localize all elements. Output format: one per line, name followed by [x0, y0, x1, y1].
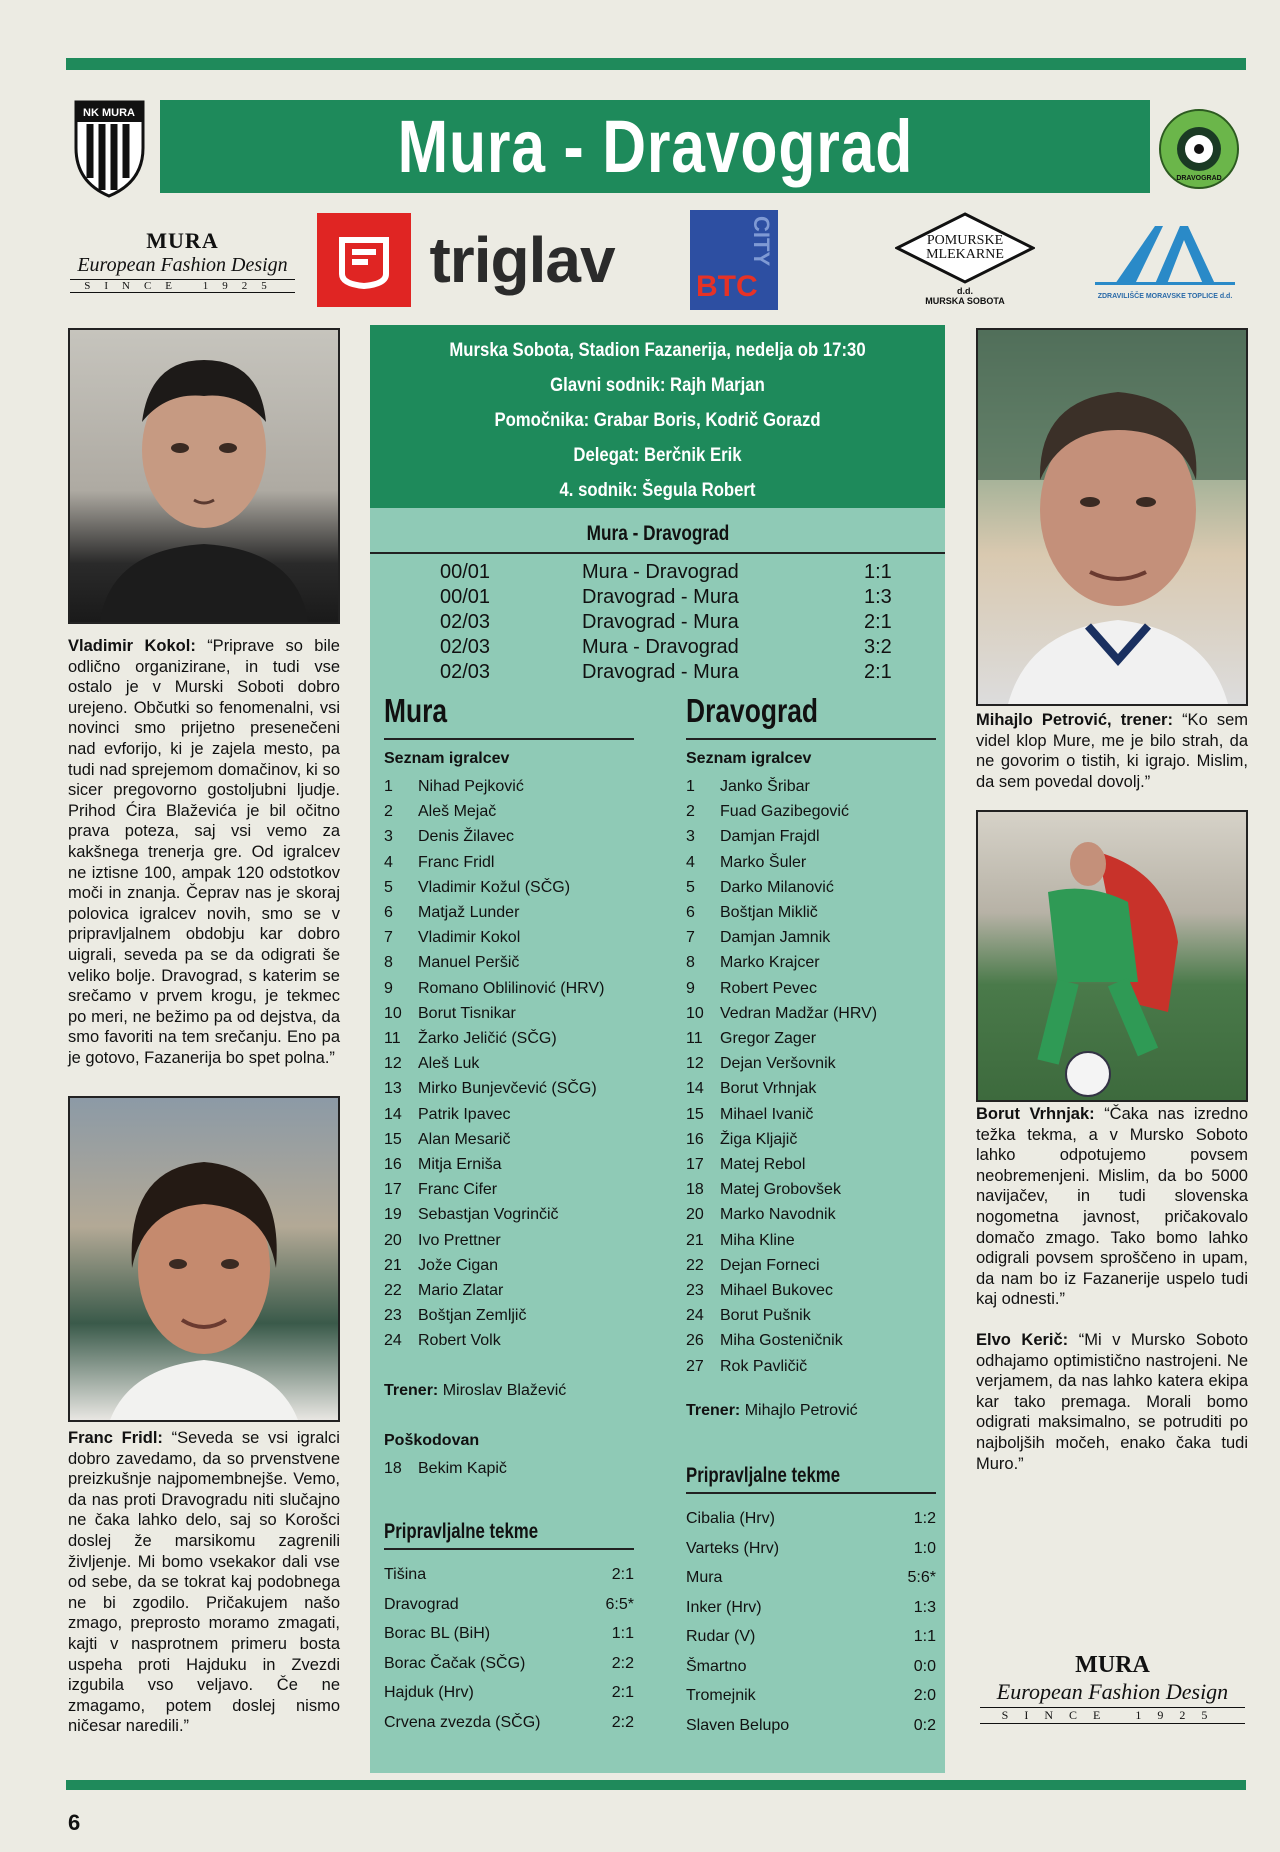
player-row [384, 900, 634, 925]
h2h-score: 1:3 [864, 586, 892, 608]
player-number: 16 [686, 1130, 704, 1148]
prep-score: 1:0 [913, 1539, 936, 1557]
h2h-match: Mura - Dravograd [582, 636, 739, 658]
match-venue: Murska Sobota, Stadion Fazanerija, nedelja ob 17:30 [449, 340, 866, 361]
player-name: Vladimir Kokol [418, 929, 521, 947]
player-row [384, 1228, 634, 1253]
prep-team: Cibalia (Hrv) [686, 1510, 775, 1527]
player-row [384, 950, 634, 975]
prep-team: Inker (Hrv) [686, 1598, 762, 1616]
player-name: Mirko Bunjevčević (SČG) [418, 1080, 597, 1098]
player-name: Rok Pavličič [720, 1357, 808, 1375]
player-row [686, 950, 936, 975]
player-number: 21 [686, 1231, 704, 1249]
player-row [686, 1354, 936, 1379]
player-row [686, 1228, 936, 1253]
prep-score: 2:0 [913, 1687, 936, 1704]
player-number: 17 [384, 1181, 402, 1199]
h2h-rule [370, 552, 945, 554]
prep-score: 2:1 [611, 1566, 634, 1583]
player-row [384, 1102, 634, 1127]
mura-bottom-logo: MURA European Fashion Design SINCE 1925 [980, 1652, 1245, 1736]
player-name: Janko Šribar [720, 778, 810, 795]
h2h-row [370, 560, 945, 585]
player-name: Franc Fridl [418, 853, 495, 871]
player-row [686, 925, 936, 950]
player-name: Dejan Veršovnik [720, 1055, 836, 1073]
keric-quote: Elvo Kerič: “Mi v Mursko Soboto odhajamo optimistično nastrojeni. Ne verjamem, da nas lahko katera ekipa kar tako premaga. Morali bomo odigrati maksimalno, se potruditi po najboljših močeh, enako čaka tudi Muro.” [976, 1331, 1249, 1473]
player-number: 26 [686, 1332, 704, 1350]
dravograd-player-list [686, 774, 936, 1379]
h2h-row [370, 635, 945, 660]
h2h-row [370, 610, 945, 635]
player-number: 11 [384, 1030, 401, 1047]
player-name: Borut Pušnik [720, 1307, 811, 1325]
player-row [384, 1303, 634, 1328]
player-number: 27 [686, 1357, 704, 1375]
player-row [384, 774, 634, 799]
player-name: Mitja Erniša [418, 1156, 502, 1173]
h2h-score: 2:1 [864, 611, 892, 633]
player-row [384, 1076, 634, 1101]
mura-prep-rule [384, 1548, 634, 1550]
pomurske-mlekarne-logo: POMURSKE MLEKARNE d.d. MURSKA SOBOTA [895, 212, 1035, 312]
player-row [686, 900, 936, 925]
player-name: Matjaž Lunder [418, 904, 520, 921]
triglav-sponsor-logo: triglav [316, 212, 616, 308]
player-name: Robert Volk [418, 1332, 501, 1350]
player-row [686, 1127, 936, 1152]
mura-injured-title: Poškodovan [384, 1432, 480, 1449]
prep-score: 0:0 [913, 1657, 936, 1675]
player-number: 4 [384, 853, 393, 871]
prep-match-row [384, 1560, 634, 1589]
player-name: Marko Navodnik [720, 1206, 836, 1224]
h2h-table [370, 560, 945, 690]
player-number: 11 [686, 1030, 703, 1047]
player-row [384, 1001, 634, 1026]
player-row [686, 1001, 936, 1026]
mura-list-title: Seznam igralcev [384, 750, 510, 767]
player-row [384, 1152, 634, 1177]
player-name: Damjan Jamnik [720, 929, 831, 947]
prep-team: Tišina [384, 1566, 427, 1583]
player-row [384, 1253, 634, 1278]
player-number: 3 [384, 828, 393, 846]
borut-vrhnjak-photo [976, 810, 1248, 1102]
player-name: Ivo Prettner [418, 1231, 501, 1249]
prep-team: Rudar (V) [686, 1628, 756, 1645]
player-row [686, 1026, 936, 1051]
player-row [384, 925, 634, 950]
prep-team: Tromejnik [686, 1687, 756, 1704]
player-number: 8 [384, 954, 393, 972]
match-referee: Glavni sodnik: Rajh Marjan [550, 375, 765, 396]
prep-score: 1:3 [913, 1598, 936, 1616]
player-name: Sebastjan Vogrinčič [418, 1206, 559, 1224]
h2h-season: 00/01 [440, 561, 491, 583]
player-name: Miha Kline [720, 1231, 795, 1249]
player-name: Gregor Zager [720, 1030, 817, 1047]
player-number: 17 [686, 1156, 704, 1173]
prep-score: 0:2 [913, 1716, 936, 1734]
player-name: Žiga Kljajič [720, 1130, 798, 1148]
player-row [686, 1177, 936, 1202]
player-number: 20 [384, 1231, 402, 1249]
triglav-mark-icon [317, 213, 411, 307]
prep-match-row [686, 1504, 936, 1533]
player-row [686, 1303, 936, 1328]
player-number: 7 [686, 929, 695, 947]
player-number: 4 [686, 853, 695, 871]
player-name: Franc Cifer [418, 1181, 498, 1199]
prep-match-row [384, 1590, 634, 1619]
player-row [384, 1051, 634, 1076]
player-number: 1 [686, 778, 695, 795]
prep-score: 1:1 [611, 1625, 634, 1642]
title-bar [160, 100, 1150, 193]
player-number: 12 [686, 1055, 704, 1073]
h2h-season: 02/03 [440, 611, 491, 633]
h2h-season: 02/03 [440, 636, 491, 658]
h2h-score: 2:1 [864, 661, 892, 683]
dravograd-prep-title: Pripravljalne tekme [686, 1464, 841, 1487]
dravograd-rule [686, 738, 936, 740]
prep-match-row [686, 1681, 936, 1710]
player-number: 7 [384, 929, 393, 947]
player-name: Dejan Forneci [720, 1256, 820, 1274]
svg-text:NK MURA: NK MURA [83, 107, 135, 119]
prep-match-row [686, 1593, 936, 1622]
player-name: Mario Zlatar [418, 1282, 504, 1299]
kokol-quote: Vladimir Kokol: “Priprave so bile odlično organizirane, in tudi vse ostalo je v Murski Soboti dobro urejeno. Občutki so fenomenalni, vsi novinci smo prijetno presenečeni nad evforijo, ki je zajela mesto, pa tudi nad sprejemom domačinov, ki so sicer pregovorno gostoljubni ljudje. Prihod Ćira Blaževića je bil očitno prava poteza, saj vsi vemo za kakšnega trenerja gre. Od igralcev ne iztisne 100, ampak 120 odstotkov moči in znanja. Čeprav nas je skoraj polovica igralcev novih, smo se v pripravljalnem obdobju kar dobro uigrali, seveda pa se da odigrati še veliko bolje. Dravograd, s katerim se srečamo v prvem krogu, je tekmec po meri, ne bežimo pa od dejstva, da smo favoriti na tem srečanju. Eno pa je gotovo, Fazanerija bo spet polna.” [68, 637, 340, 1067]
player-number: 22 [384, 1282, 402, 1299]
player-row [686, 875, 936, 900]
top-rule [66, 58, 1246, 70]
bottom-rule [66, 1780, 1246, 1790]
prep-team: Šmartno [686, 1657, 747, 1675]
prep-team: Dravograd [384, 1595, 459, 1613]
prep-team: Slaven Belupo [686, 1716, 790, 1734]
player-number: 5 [686, 878, 695, 896]
player-number: 9 [686, 979, 695, 997]
player-number: 15 [384, 1130, 402, 1148]
h2h-score: 1:1 [864, 561, 892, 583]
player-row [686, 799, 936, 824]
player-number: 19 [384, 1206, 402, 1224]
player-row [384, 1127, 634, 1152]
player-name: Romano Oblilinović (HRV) [418, 979, 605, 997]
prep-match-row [686, 1652, 936, 1681]
player-number: 6 [384, 904, 393, 921]
player-number: 20 [686, 1206, 704, 1224]
player-row [384, 850, 634, 875]
prep-score: 5:6* [907, 1569, 936, 1586]
mura-crest-logo [72, 98, 147, 198]
player-number: 8 [686, 954, 695, 972]
mura-prep-table [384, 1560, 634, 1740]
player-name: Jože Cigan [418, 1256, 499, 1274]
player-row [384, 1328, 634, 1353]
player-row [686, 1278, 936, 1303]
mura-player-list [384, 774, 634, 1354]
player-row [686, 976, 936, 1001]
prep-match-row [384, 1649, 634, 1678]
player-name: Borut Tisnikar [418, 1004, 516, 1022]
prep-match-row [686, 1622, 936, 1651]
h2h-row [370, 585, 945, 610]
prep-match-row [384, 1678, 634, 1707]
franc-fridl-photo [68, 1096, 340, 1422]
player-row [686, 1152, 936, 1177]
player-row [686, 1076, 936, 1101]
player-number: 24 [384, 1332, 402, 1350]
match-delegate: Delegat: Berčnik Erik [573, 445, 742, 466]
player-number: 16 [384, 1156, 402, 1173]
mura-sponsor-logo: MURA European Fashion Design SINCE 1925 [70, 228, 295, 300]
fridl-quote: Franc Fridl: “Seveda se vsi igralci dobro zavedamo, da so prvenstvene preizkušnje najpomembnejše. Vemo, da nas proti Dravogradu niti slučajno ne čaka lahko delo, saj so Korošci doslej že marsikomu zagrenili življenje. Mi bomo vsekakor dali vse od sebe, da se tokrat kaj podobnega ne bi zgodilo. Pričakujem našo zmago, preprosto moramo zmagati, kajti v nasprotnem primeru bosta uspeha proti Hajduku in Zvezdi izgubila vso veljavo. Če ne zmagamo, potem doslej nismo ničesar naredili.” [68, 1429, 340, 1736]
player-name: Matej Grobovšek [720, 1181, 841, 1199]
player-name: Fuad Gazibegović [720, 803, 849, 821]
h2h-season: 00/01 [440, 586, 491, 608]
player-number: 21 [384, 1256, 402, 1274]
prep-score: 2:1 [611, 1684, 634, 1701]
h2h-match: Dravograd - Mura [582, 611, 739, 633]
player-row [686, 774, 936, 799]
page-title: Mura - Dravograd [397, 105, 913, 188]
player-name: Marko Krajcer [720, 954, 820, 972]
player-number: 3 [686, 828, 695, 846]
player-row [686, 1328, 936, 1353]
player-row [384, 976, 634, 1001]
player-number: 24 [686, 1307, 704, 1325]
mura-coach: Trener: Miroslav Blažević [384, 1382, 567, 1399]
player-name: Aleš Mejač [418, 803, 497, 821]
player-number: 13 [384, 1080, 402, 1098]
prep-team: Mura [686, 1569, 723, 1586]
h2h-row [370, 660, 945, 685]
player-number: 5 [384, 878, 393, 896]
player-row [384, 1278, 634, 1303]
petrovic-quote: Mihajlo Petrović, trener: “Ko sem videl klop Mure, me je bilo strah, da ne govorim o tistih, ki igrajo. Mislim, da sem povedal dovolj.” [976, 711, 1248, 791]
prep-team: Borac BL (BiH) [384, 1625, 491, 1642]
player-row [384, 799, 634, 824]
player-number: 10 [686, 1004, 704, 1022]
player-name: Damjan Frajdl [720, 828, 820, 846]
player-number: 12 [384, 1055, 402, 1073]
player-number: 1 [384, 778, 393, 795]
player-name: Darko Milanović [720, 878, 834, 896]
player-number: 9 [384, 979, 393, 997]
dravograd-coach: Trener: Mihajlo Petrović [686, 1402, 858, 1419]
player-name: Aleš Luk [418, 1055, 480, 1073]
vrhnjak-quote: Borut Vrhnjak: “Čaka nas izredno težka tekma, a v Mursko Soboto lahko odpotujemo povsem neobremenjeni. Mislim, da bo 5000 navijačev, in tudi slovenska nogometna javnost, pričakovalo domačo zmago. Tako bomo lahko odigrali povsem sproščeno in upam, da nam bo iz Fazanerije uspelo tudi kaj odnesti.” [976, 1105, 1248, 1309]
match-info-box [370, 325, 945, 508]
player-row [686, 1202, 936, 1227]
player-row [384, 1026, 634, 1051]
player-number: 14 [384, 1105, 402, 1123]
player-name: Mihael Ivanič [720, 1105, 814, 1123]
dravograd-list-title: Seznam igralcev [686, 750, 812, 767]
prep-team: Crvena zvezda (SČG) [384, 1713, 541, 1731]
prep-match-row [384, 1708, 634, 1737]
player-row [384, 875, 634, 900]
mura-injured-row: 18 Bekim Kapič [384, 1460, 507, 1477]
player-row [384, 1177, 634, 1202]
h2h-season: 02/03 [440, 661, 491, 683]
player-number: 2 [384, 803, 393, 821]
dravograd-heading: Dravograd [686, 692, 819, 729]
player-number: 23 [384, 1307, 402, 1325]
match-fourth-official: 4. sodnik: Šegula Robert [559, 480, 756, 501]
player-name: Marko Šuler [720, 853, 807, 871]
vladimir-kokol-photo [68, 328, 340, 624]
player-row [686, 824, 936, 849]
player-name: Matej Rebol [720, 1156, 806, 1173]
player-number: 23 [686, 1282, 704, 1299]
mura-prep-title: Pripravljalne tekme [384, 1520, 539, 1543]
dravograd-prep-rule [686, 1492, 936, 1494]
player-name: Alan Mesarič [418, 1130, 511, 1148]
player-number: 15 [686, 1105, 704, 1123]
player-row [686, 850, 936, 875]
player-row [686, 1102, 936, 1127]
player-name: Boštjan Zemljič [418, 1307, 527, 1325]
player-row [384, 1202, 634, 1227]
player-name: Boštjan Miklič [720, 904, 818, 921]
player-name: Borut Vrhnjak [720, 1080, 817, 1098]
player-name: Patrik Ipavec [418, 1105, 511, 1123]
player-name: Manuel Peršič [418, 954, 520, 972]
player-row [686, 1051, 936, 1076]
player-number: 2 [686, 803, 695, 821]
player-name: Žarko Jeličić (SČG) [418, 1030, 557, 1047]
prep-team: Hajduk (Hrv) [384, 1684, 474, 1701]
player-name: Miha Gosteničnik [720, 1332, 843, 1350]
h2h-title: Mura - Dravograd [586, 522, 729, 545]
dravograd-badge-logo [1158, 108, 1240, 190]
svg-text:DRAVOGRAD: DRAVOGRAD [1176, 175, 1222, 182]
match-assistants: Pomočnika: Grabar Boris, Kodrič Gorazd [494, 410, 821, 431]
prep-score: 1:1 [913, 1628, 936, 1645]
prep-team: Varteks (Hrv) [686, 1539, 780, 1557]
prep-match-row [384, 1619, 634, 1648]
mura-heading: Mura [384, 692, 448, 729]
h2h-match: Dravograd - Mura [582, 661, 739, 683]
h2h-score: 3:2 [864, 636, 892, 658]
player-row [686, 1253, 936, 1278]
player-name: Robert Pevec [720, 979, 817, 997]
mihajlo-petrovic-photo [976, 328, 1248, 706]
prep-score: 6:5* [605, 1595, 634, 1613]
prep-match-row [686, 1534, 936, 1563]
prep-match-row [686, 1563, 936, 1592]
player-number: 22 [686, 1256, 704, 1274]
dravograd-prep-table [686, 1504, 936, 1744]
prep-team: Borac Čačak (SČG) [384, 1654, 526, 1672]
zdravilisce-sponsor-logo: ZDRAVILIŠČE MORAVSKE TOPLICE d.d. [1085, 218, 1245, 308]
player-number: 18 [686, 1181, 704, 1199]
player-row [384, 824, 634, 849]
player-name: Nihad Pejković [418, 778, 524, 795]
mura-rule [384, 738, 634, 740]
player-number: 14 [686, 1080, 704, 1098]
btc-sponsor-logo: CITY BTC [690, 210, 778, 310]
player-name: Vedran Madžar (HRV) [720, 1004, 878, 1022]
player-number: 10 [384, 1004, 402, 1022]
prep-score: 2:2 [611, 1654, 634, 1672]
prep-match-row [686, 1711, 936, 1740]
player-name: Mihael Bukovec [720, 1282, 833, 1299]
player-number: 6 [686, 904, 695, 921]
player-name: Denis Žilavec [418, 828, 515, 846]
h2h-match: Dravograd - Mura [582, 586, 739, 608]
player-name: Vladimir Kožul (SČG) [418, 878, 571, 896]
h2h-match: Mura - Dravograd [582, 561, 739, 583]
page-number: 6 [68, 1810, 81, 1835]
prep-score: 1:2 [913, 1510, 936, 1527]
prep-score: 2:2 [611, 1713, 634, 1731]
